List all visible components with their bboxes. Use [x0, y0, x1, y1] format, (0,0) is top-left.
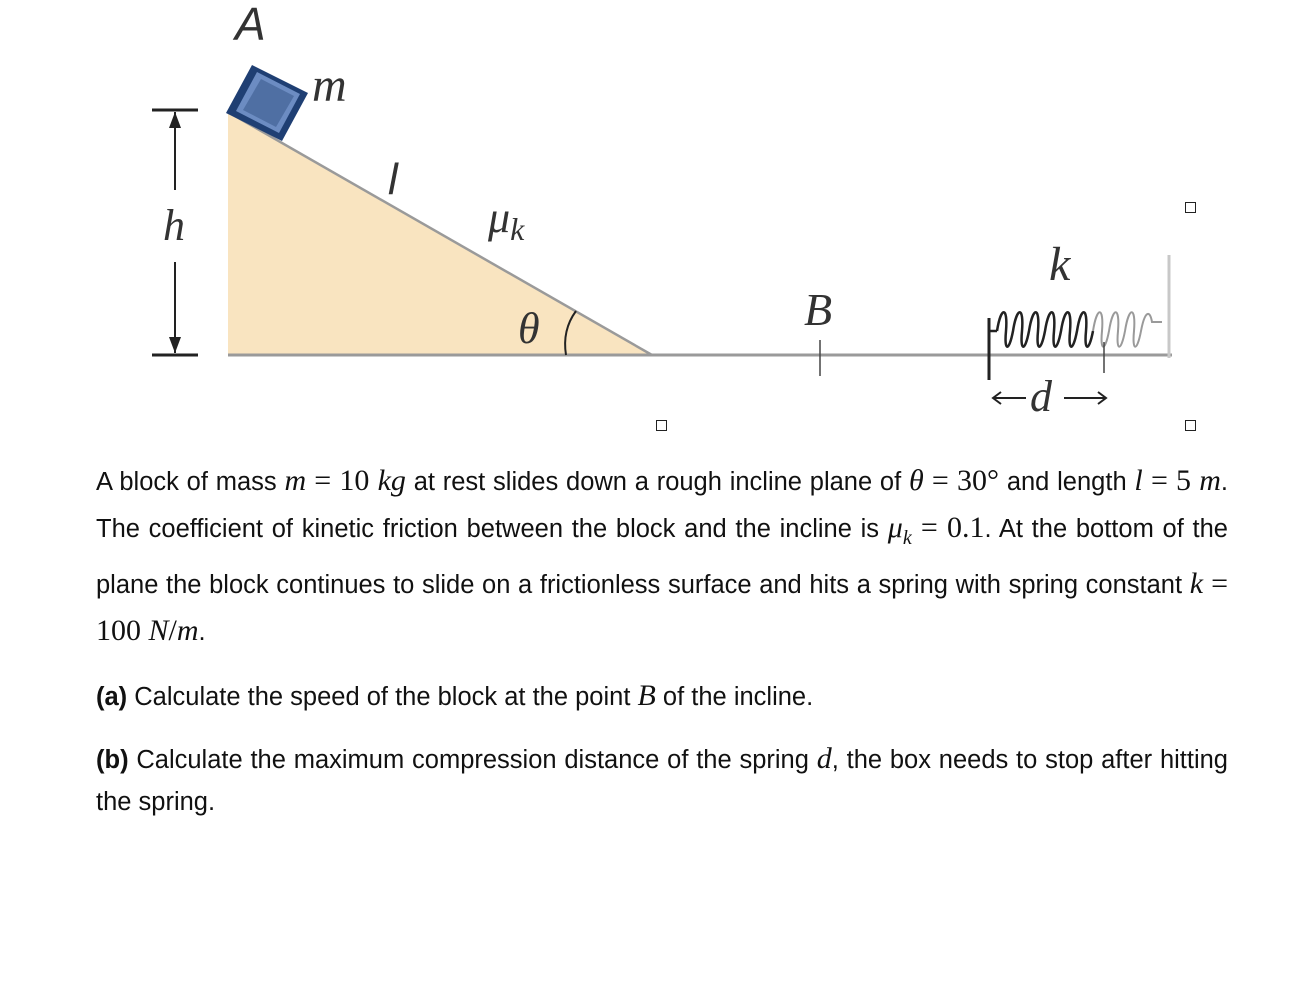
incline-spring-diagram	[0, 0, 1310, 450]
angle-label: θ	[518, 304, 540, 353]
checkbox-2[interactable]	[656, 420, 667, 431]
point-b-label: B	[804, 284, 833, 335]
spring-constant-label: k	[1049, 238, 1071, 291]
point-a-label: A	[235, 0, 266, 50]
mass-label: m	[312, 59, 347, 112]
problem-text	[96, 458, 1228, 841]
question-b: (b) Calculate the maximum compression distance of the spring d, the box needs to stop after hitting the spring.	[96, 742, 1228, 816]
length-label: l	[388, 155, 398, 204]
checkbox-1[interactable]	[1185, 202, 1196, 213]
question-a: (a) Calculate the speed of the block at the point B of the incline.	[96, 679, 814, 712]
problem-statement: A block of mass m = 10 kg at rest slides down a rough incline plane of θ = 30° and length l = 5 m. The coefficient of kinetic friction between the block and the incline is $\mu_k = 0.1$. At the bottom of the plane the block continues to slide on a frictionless surface and hits a spring with spring constant k = 100 N/m.	[96, 464, 1229, 647]
friction-label: μk	[488, 193, 525, 247]
checkbox-3[interactable]	[1185, 420, 1196, 431]
height-label: h	[163, 201, 185, 250]
friction-subscript: k	[510, 211, 525, 247]
compression-label: d	[1030, 372, 1052, 421]
spring	[989, 255, 1169, 380]
